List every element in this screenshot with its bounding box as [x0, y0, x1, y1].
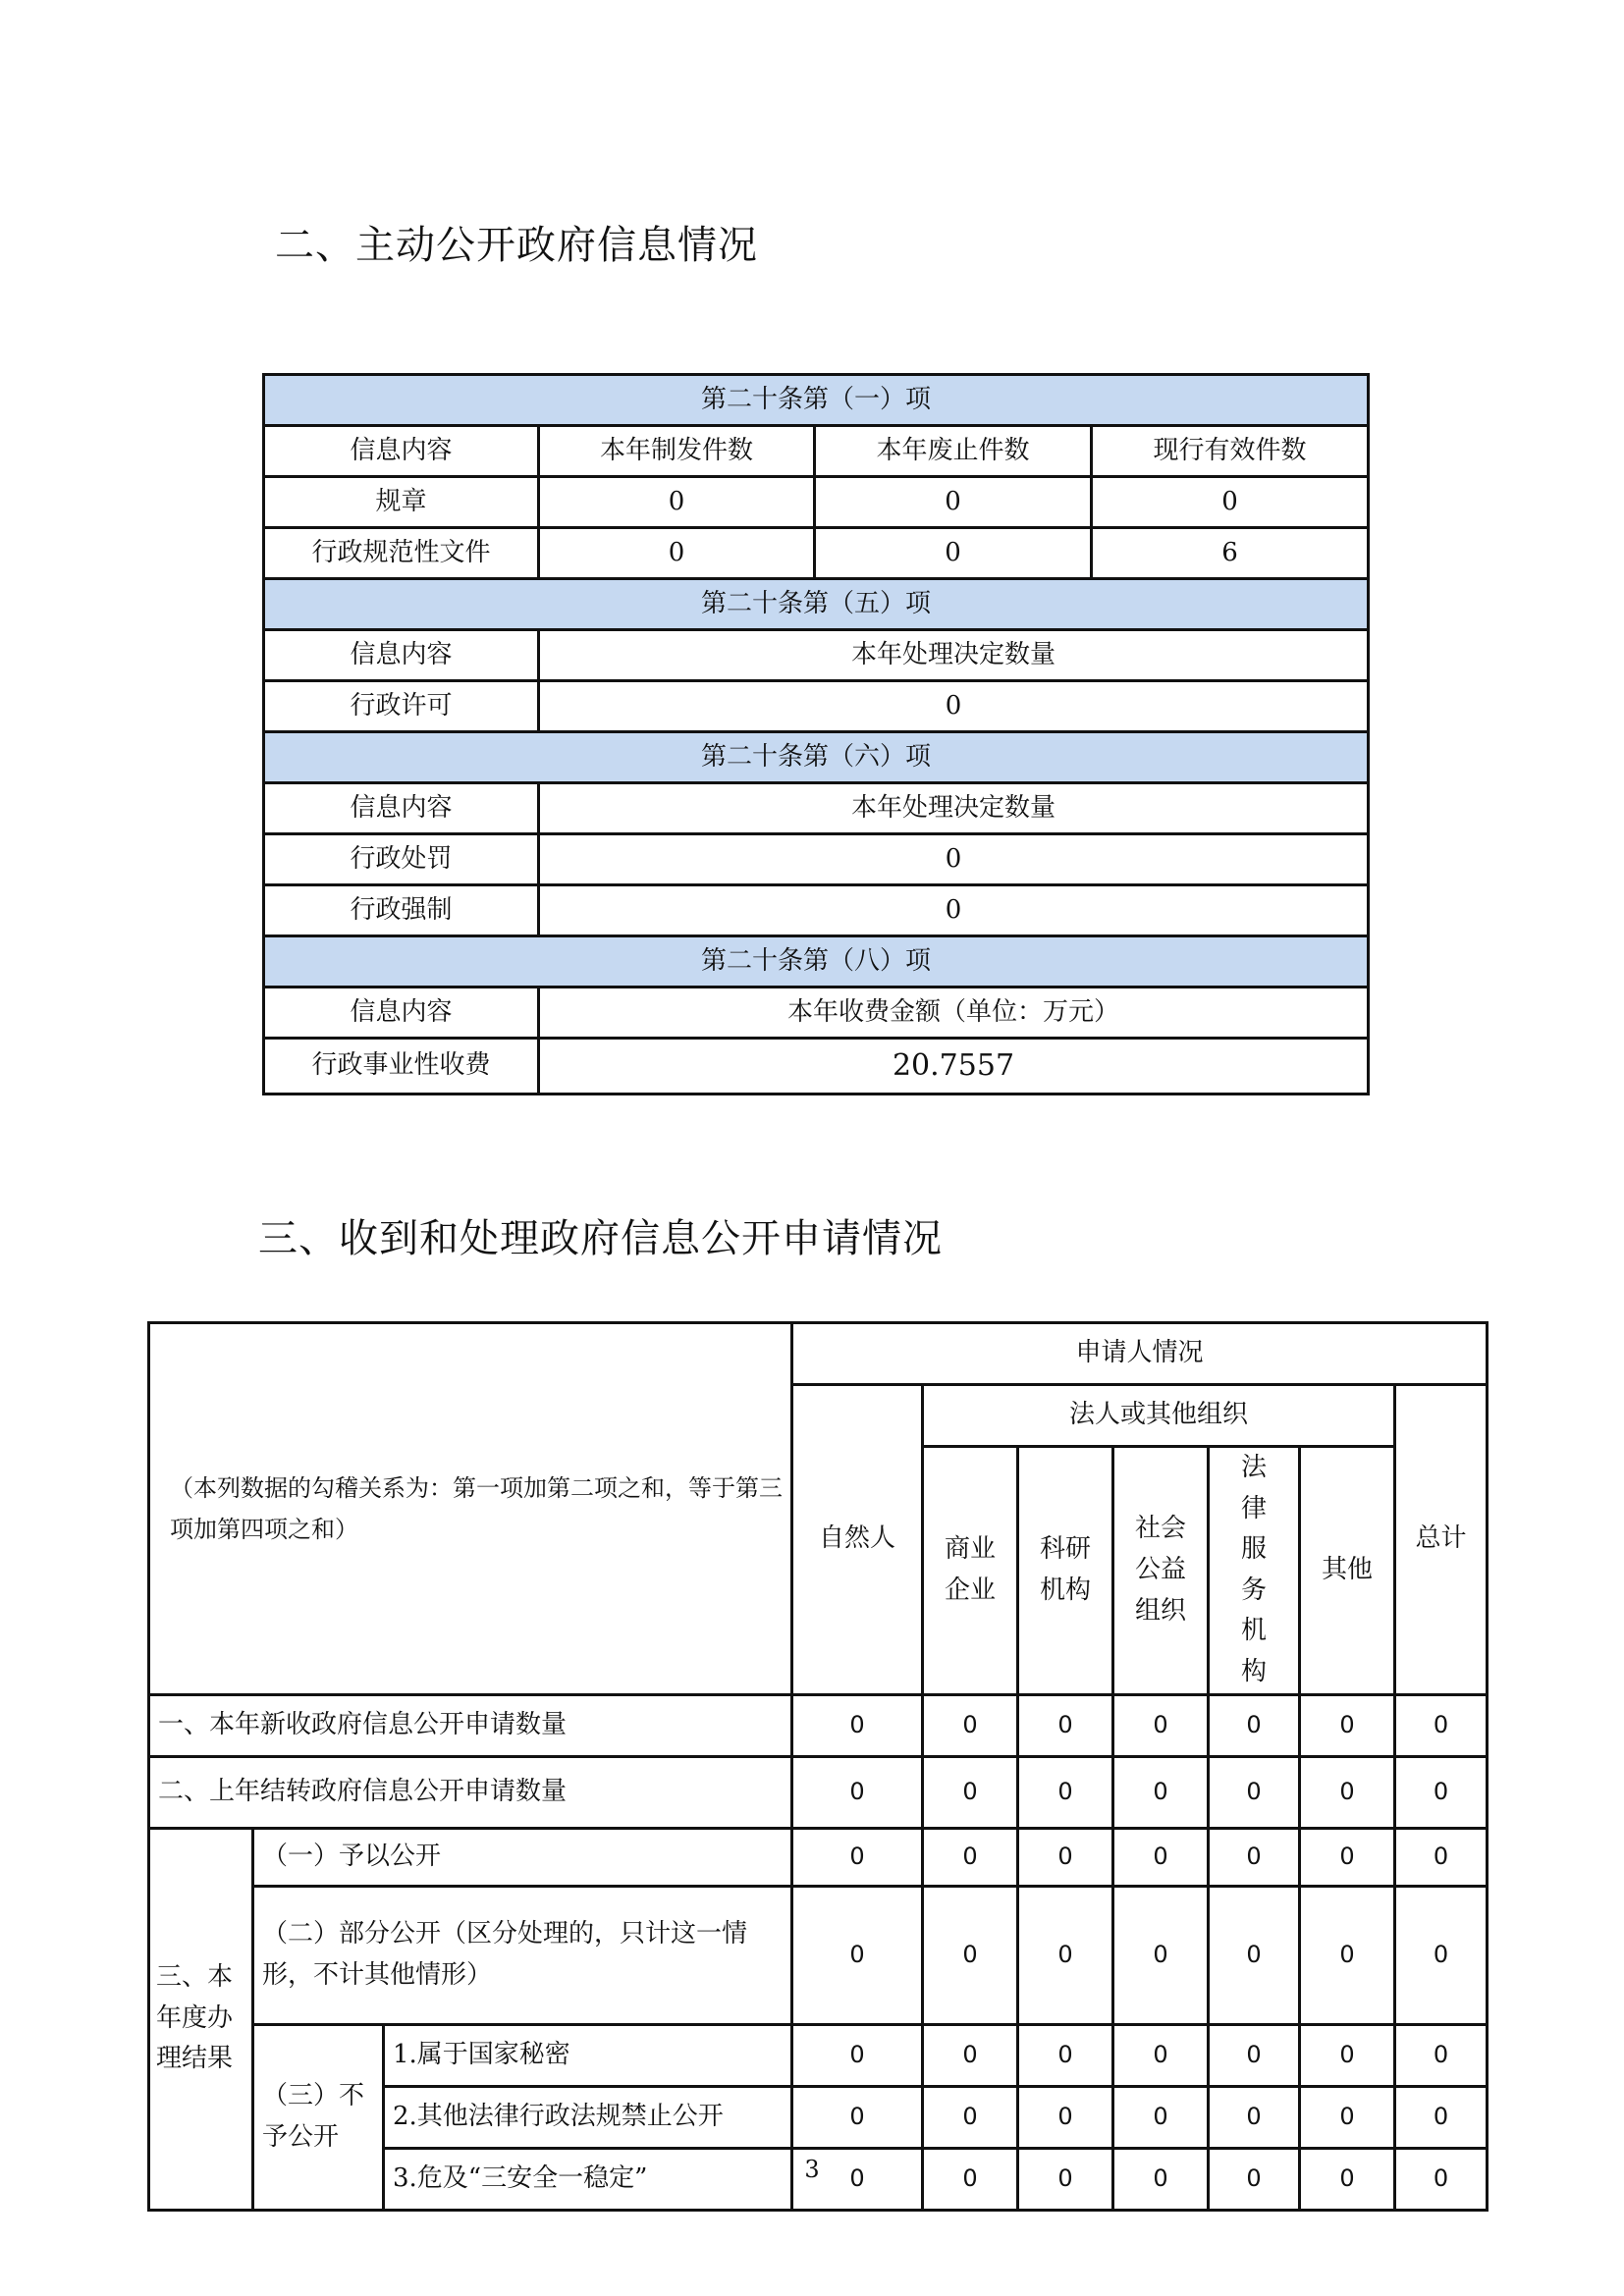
row-label: 2.其他法律行政法规禁止公开	[384, 2086, 792, 2148]
cell-value: 0	[923, 2148, 1018, 2210]
header-fee-amount: 本年收费金额（单位：万元）	[539, 988, 1369, 1039]
header-decision-count: 本年处理决定数量	[539, 630, 1369, 681]
cell-value: 0	[1018, 1886, 1113, 2024]
cell-value: 0	[815, 477, 1092, 528]
row-label: （二）部分公开（区分处理的，只计这一情形，不计其他情形）	[253, 1886, 792, 2024]
header-info-content: 信息内容	[264, 783, 539, 834]
application-handling-table	[147, 1321, 1489, 2212]
cell-value: 0	[1018, 2086, 1113, 2148]
row-label: 规章	[264, 477, 539, 528]
cell-value: 0	[792, 2148, 923, 2210]
cell-value: 0	[1209, 1694, 1300, 1756]
cell-value: 0	[1113, 1694, 1209, 1756]
cell-value: 0	[539, 885, 1369, 936]
cell-value: 0	[1018, 2024, 1113, 2086]
cell-value: 0	[1113, 1756, 1209, 1828]
cell-value: 0	[1018, 1756, 1113, 1828]
consistency-note: （本列数据的勾稽关系为：第一项加第二项之和，等于第三项加第四项之和）	[149, 1323, 792, 1695]
header-research: 科研机构	[1018, 1447, 1113, 1695]
header-abolished-count: 本年废止件数	[815, 426, 1092, 477]
cell-value: 0	[1395, 1694, 1488, 1756]
cell-value: 0	[1113, 1828, 1209, 1886]
cell-value: 0	[792, 1694, 923, 1756]
cell-value: 0	[1395, 2086, 1488, 2148]
header-info-content: 信息内容	[264, 988, 539, 1039]
row-label: 行政强制	[264, 885, 539, 936]
row-label: 1.属于国家秘密	[384, 2024, 792, 2086]
cell-value: 0	[1395, 2148, 1488, 2210]
header-issued-count: 本年制发件数	[539, 426, 815, 477]
cell-value: 0	[1300, 1756, 1395, 1828]
cell-value: 0	[539, 528, 815, 579]
header-valid-count: 现行有效件数	[1092, 426, 1369, 477]
row-label: 行政许可	[264, 681, 539, 732]
cell-value: 0	[923, 1828, 1018, 1886]
header-legal-service: 法律服务机构	[1209, 1447, 1300, 1695]
row-subgroup-label: （三）不予公开	[253, 2024, 384, 2210]
cell-value: 20.7557	[539, 1039, 1369, 1095]
header-info-content: 信息内容	[264, 426, 539, 477]
cell-value: 0	[1395, 1828, 1488, 1886]
cell-value: 0	[1300, 1694, 1395, 1756]
cell-value: 0	[1113, 2148, 1209, 2210]
row-label: 一、本年新收政府信息公开申请数量	[149, 1694, 792, 1756]
cell-value: 0	[539, 477, 815, 528]
cell-value: 0	[1300, 1828, 1395, 1886]
header-other: 其他	[1300, 1447, 1395, 1695]
header-decision-count: 本年处理决定数量	[539, 783, 1369, 834]
row-label: 行政规范性文件	[264, 528, 539, 579]
cell-value: 0	[815, 528, 1092, 579]
cell-value: 0	[923, 2024, 1018, 2086]
cell-value: 0	[923, 1694, 1018, 1756]
header-legal-group: 法人或其他组织	[923, 1385, 1395, 1447]
cell-value: 0	[1300, 2086, 1395, 2148]
cell-value: 0	[1395, 1756, 1488, 1828]
cell-value: 0	[1113, 2024, 1209, 2086]
cell-value: 0	[923, 1756, 1018, 1828]
proactive-disclosure-table	[262, 373, 1370, 1095]
cell-value: 0	[1209, 1756, 1300, 1828]
cell-value: 0	[1209, 2086, 1300, 2148]
article-8-title: 第二十条第（八）项	[264, 936, 1369, 988]
section-2-heading: 二、主动公开政府信息情况	[275, 223, 758, 268]
header-total: 总计	[1395, 1385, 1488, 1695]
cell-value: 0	[1209, 2024, 1300, 2086]
cell-value: 0	[1092, 477, 1369, 528]
header-business: 商业企业	[923, 1447, 1018, 1695]
cell-value: 0	[1113, 1886, 1209, 2024]
cell-value: 0	[1300, 2148, 1395, 2210]
cell-value: 0	[1018, 1694, 1113, 1756]
cell-value: 0	[923, 2086, 1018, 2148]
cell-value: 0	[1113, 2086, 1209, 2148]
applicant-header: 申请人情况	[792, 1323, 1488, 1385]
row-label: （一）予以公开	[253, 1828, 792, 1886]
cell-value: 0	[1395, 1886, 1488, 2024]
header-natural-person: 自然人	[792, 1385, 923, 1695]
cell-value: 6	[1092, 528, 1369, 579]
cell-value: 0	[792, 1756, 923, 1828]
cell-value: 0	[539, 834, 1369, 885]
cell-value: 0	[1018, 1828, 1113, 1886]
header-public-welfare: 社会公益组织	[1113, 1447, 1209, 1695]
row-label: 行政处罚	[264, 834, 539, 885]
page-number: 3	[804, 2156, 820, 2183]
header-info-content: 信息内容	[264, 630, 539, 681]
article-6-title: 第二十条第（六）项	[264, 732, 1369, 783]
cell-value: 0	[792, 1828, 923, 1886]
section-3-heading: 三、收到和处理政府信息公开申请情况	[258, 1216, 943, 1261]
cell-value: 0	[923, 1886, 1018, 2024]
cell-value: 0	[1300, 1886, 1395, 2024]
row-group-label: 三、本年度办理结果	[149, 1828, 253, 2210]
row-label: 行政事业性收费	[264, 1039, 539, 1095]
cell-value: 0	[792, 2086, 923, 2148]
cell-value: 0	[539, 681, 1369, 732]
cell-value: 0	[1395, 2024, 1488, 2086]
cell-value: 0	[1209, 1828, 1300, 1886]
cell-value: 0	[792, 1886, 923, 2024]
row-label: 3.危及“三安全一稳定”	[384, 2148, 792, 2210]
cell-value: 0	[792, 2024, 923, 2086]
cell-value: 0	[1018, 2148, 1113, 2210]
row-label: 二、上年结转政府信息公开申请数量	[149, 1756, 792, 1828]
cell-value: 0	[1209, 1886, 1300, 2024]
cell-value: 0	[1209, 2148, 1300, 2210]
article-5-title: 第二十条第（五）项	[264, 579, 1369, 630]
article-1-title: 第二十条第（一）项	[264, 375, 1369, 426]
cell-value: 0	[1300, 2024, 1395, 2086]
